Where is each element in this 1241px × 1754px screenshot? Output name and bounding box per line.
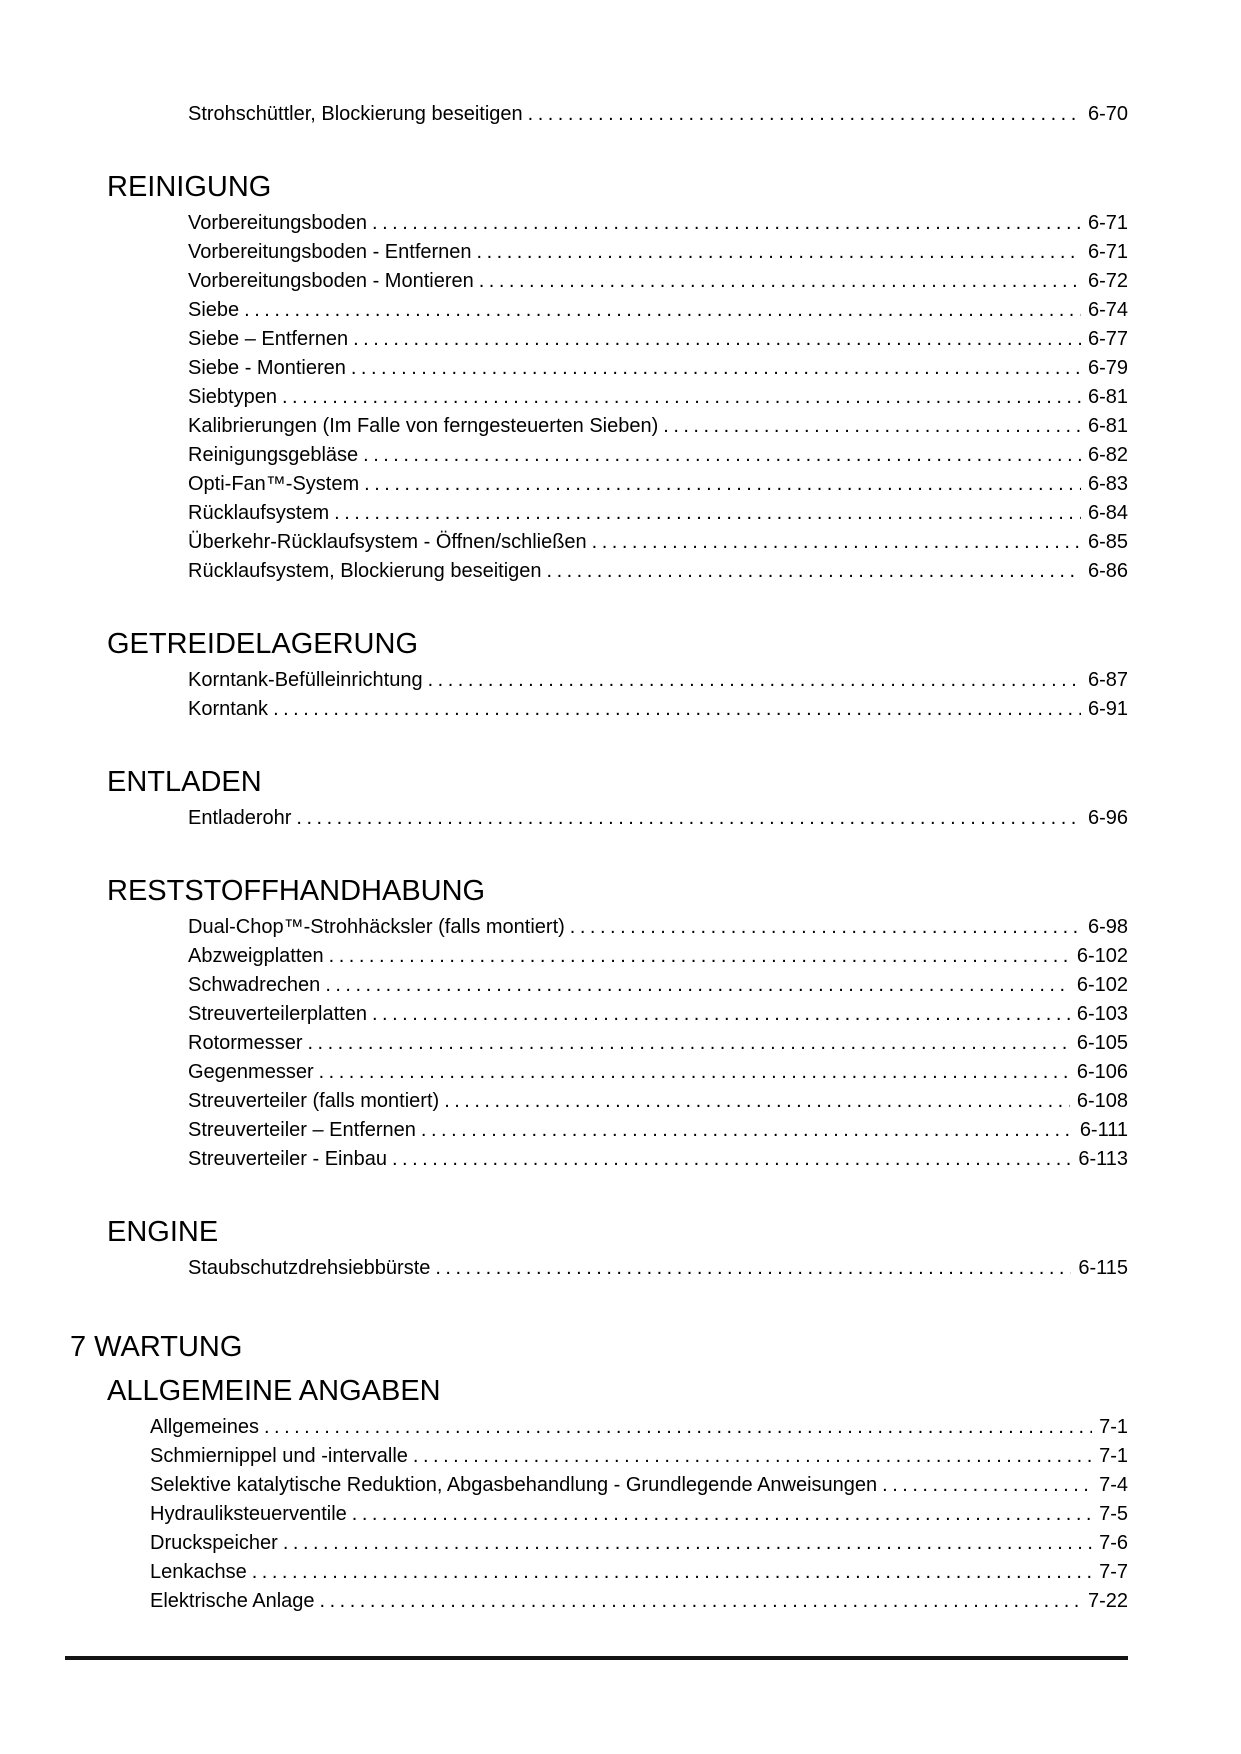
- dot-leader: [273, 695, 1081, 724]
- section-heading: ENTLADEN: [107, 766, 262, 798]
- dot-leader: [392, 1145, 1071, 1174]
- toc-entry-page: 7-7: [1099, 1561, 1128, 1583]
- toc-entry-label: Vorbereitungsboden - Montieren: [188, 270, 474, 292]
- toc-entry: [65, 1529, 1128, 1558]
- dot-leader: [421, 1116, 1073, 1145]
- chapter-heading: 7 WARTUNG: [70, 1331, 243, 1363]
- toc-entry-page: 6-115: [1078, 1257, 1128, 1279]
- toc-entry-label: Abzweigplatten: [188, 945, 324, 967]
- toc-entry-page: 7-1: [1099, 1416, 1128, 1438]
- toc-entry-label: Hydrauliksteuerventile: [150, 1503, 347, 1525]
- toc-entry-page: 6-102: [1076, 974, 1128, 996]
- toc-entry-label: Schmiernippel und -intervalle: [150, 1445, 408, 1467]
- toc-entry: [65, 1471, 1128, 1500]
- toc-entry-label: Staubschutzdrehsiebbürste: [188, 1257, 431, 1279]
- section-heading: REINIGUNG: [107, 171, 272, 203]
- section-heading: RESTSTOFFHANDHABUNG: [107, 875, 486, 907]
- toc-entry-label: Kalibrierungen (Im Falle von ferngesteuerten Sieben): [188, 415, 659, 437]
- toc-entry-label: Korntank: [188, 698, 269, 720]
- toc-entry: [65, 412, 1128, 441]
- toc-entry-page: 6-81: [1087, 386, 1128, 408]
- toc-entry-label: Siebtypen: [188, 386, 277, 408]
- section-heading: GETREIDELAGERUNG: [107, 628, 418, 660]
- toc-entry-page: 7-22: [1087, 1590, 1128, 1612]
- toc-entry-page: 6-91: [1087, 698, 1128, 720]
- toc-entry-label: Rücklaufsystem: [188, 502, 330, 524]
- dot-leader: [444, 1087, 1070, 1116]
- dot-leader: [428, 666, 1081, 695]
- toc-entry-page: 6-98: [1087, 916, 1128, 938]
- dot-leader: [413, 1442, 1092, 1471]
- toc-entry-label: Siebe: [188, 299, 240, 321]
- dot-leader: [283, 1529, 1092, 1558]
- toc-entry: [65, 1000, 1128, 1029]
- toc-entry-page: 6-87: [1087, 669, 1128, 691]
- dot-leader: [435, 1254, 1071, 1283]
- toc-entry-page: 7-4: [1099, 1474, 1128, 1496]
- toc-entry-label: Lenkachse: [150, 1561, 247, 1583]
- toc-entry-page: 6-82: [1087, 444, 1128, 466]
- toc-entry-label: Siebe - Montieren: [188, 357, 346, 379]
- toc-entry: [65, 1587, 1128, 1616]
- toc-entry: [65, 499, 1128, 528]
- dot-leader: [334, 499, 1081, 528]
- dot-leader: [372, 209, 1081, 238]
- toc-entry-label: Druckspeicher: [150, 1532, 278, 1554]
- dot-leader: [329, 942, 1070, 971]
- toc-entry-page: 6-113: [1078, 1148, 1128, 1170]
- toc-entry-page: 6-71: [1087, 212, 1128, 234]
- toc-entry: [65, 209, 1128, 238]
- toc-entry: [65, 238, 1128, 267]
- toc-entry-page: 6-85: [1087, 531, 1128, 553]
- toc-entry: [65, 913, 1128, 942]
- toc-entry: [65, 441, 1128, 470]
- toc-entry: [65, 1029, 1128, 1058]
- toc-entry-page: 6-108: [1076, 1090, 1128, 1112]
- toc-entry-label: Opti-Fan™-System: [188, 473, 360, 495]
- toc-entry-label: Entladerohr: [188, 807, 292, 829]
- toc-entry-page: 6-86: [1087, 560, 1128, 582]
- dot-leader: [372, 1000, 1070, 1029]
- toc-entry: [65, 1500, 1128, 1529]
- toc-entry-label: Dual-Chop™-Strohhäcksler (falls montiert): [188, 916, 565, 938]
- toc-entry: [65, 470, 1128, 499]
- dot-leader: [325, 971, 1070, 1000]
- dot-leader: [363, 441, 1081, 470]
- dot-leader: [319, 1058, 1070, 1087]
- toc-entry-label: Rücklaufsystem, Blockierung beseitigen: [188, 560, 542, 582]
- dot-leader: [528, 100, 1081, 129]
- toc-entry-page: 6-77: [1087, 328, 1128, 350]
- toc-entry-label: Selektive katalytische Reduktion, Abgasbehandlung - Grundlegende Anweisungen: [150, 1474, 878, 1496]
- toc-entry-label: Streuverteiler - Einbau: [188, 1148, 387, 1170]
- toc-entry-page: 6-103: [1076, 1003, 1128, 1025]
- toc-entry-page: 6-106: [1076, 1061, 1128, 1083]
- toc-entry: [65, 1058, 1128, 1087]
- dot-leader: [547, 557, 1081, 586]
- toc-entry-page: 6-72: [1087, 270, 1128, 292]
- toc-entry: [65, 1254, 1128, 1283]
- toc-entry: [65, 325, 1128, 354]
- toc-entry-label: Siebe – Entfernen: [188, 328, 349, 350]
- toc-entry-label: Strohschüttler, Blockierung beseitigen: [188, 103, 523, 125]
- dot-leader: [882, 1471, 1092, 1500]
- toc-entry-label: Streuverteilerplatten: [188, 1003, 367, 1025]
- table-of-contents: [65, 100, 1128, 1616]
- toc-entry: [65, 1116, 1128, 1145]
- toc-entry: [65, 1442, 1128, 1471]
- toc-entry: [65, 557, 1128, 586]
- toc-entry-label: Gegenmesser: [188, 1061, 314, 1083]
- dot-leader: [307, 1029, 1069, 1058]
- dot-leader: [479, 267, 1081, 296]
- toc-entry: [65, 296, 1128, 325]
- dot-leader: [252, 1558, 1092, 1587]
- dot-leader: [364, 470, 1081, 499]
- dot-leader: [282, 383, 1081, 412]
- dot-leader: [353, 325, 1081, 354]
- toc-entry-page: 6-71: [1087, 241, 1128, 263]
- toc-entry: [65, 1145, 1128, 1174]
- toc-entry-page: 6-105: [1076, 1032, 1128, 1054]
- toc-entry: [65, 354, 1128, 383]
- toc-entry-page: 6-70: [1087, 103, 1128, 125]
- toc-entry: [65, 695, 1128, 724]
- toc-entry: [65, 1558, 1128, 1587]
- toc-entry-label: Streuverteiler – Entfernen: [188, 1119, 416, 1141]
- dot-leader: [663, 412, 1081, 441]
- toc-entry-page: 6-96: [1087, 807, 1128, 829]
- dot-leader: [244, 296, 1081, 325]
- dot-leader: [592, 528, 1081, 557]
- toc-entry-label: Überkehr-Rücklaufsystem - Öffnen/schließen: [188, 531, 587, 553]
- toc-entry: [65, 1087, 1128, 1116]
- toc-entry: [65, 942, 1128, 971]
- toc-entry-label: Streuverteiler (falls montiert): [188, 1090, 440, 1112]
- toc-entry-page: 6-102: [1076, 945, 1128, 967]
- toc-entry-page: 6-83: [1087, 473, 1128, 495]
- toc-entry-page: 7-5: [1099, 1503, 1128, 1525]
- bottom-rule: [65, 1656, 1128, 1660]
- toc-entry-page: 6-79: [1087, 357, 1128, 379]
- section-heading: ALLGEMEINE ANGABEN: [107, 1375, 441, 1407]
- toc-entry: [65, 100, 1128, 129]
- toc-entry-page: 7-1: [1099, 1445, 1128, 1467]
- dot-leader: [351, 354, 1081, 383]
- dot-leader: [320, 1587, 1081, 1616]
- toc-entry-page: 6-81: [1087, 415, 1128, 437]
- toc-entry-label: Allgemeines: [150, 1416, 259, 1438]
- toc-entry-page: 6-111: [1079, 1119, 1128, 1141]
- toc-entry-page: 6-84: [1087, 502, 1128, 524]
- toc-entry: [65, 528, 1128, 557]
- toc-entry-label: Elektrische Anlage: [150, 1590, 315, 1612]
- dot-leader: [352, 1500, 1092, 1529]
- toc-entry-page: 6-74: [1087, 299, 1128, 321]
- toc-entry-label: Reinigungsgebläse: [188, 444, 359, 466]
- toc-entry-label: Rotormesser: [188, 1032, 303, 1054]
- toc-entry-page: 7-6: [1099, 1532, 1128, 1554]
- dot-leader: [570, 913, 1081, 942]
- toc-entry: [65, 804, 1128, 833]
- toc-entry: [65, 666, 1128, 695]
- toc-entry-label: Vorbereitungsboden - Entfernen: [188, 241, 472, 263]
- toc-entry-label: Schwadrechen: [188, 974, 321, 996]
- toc-entry: [65, 267, 1128, 296]
- toc-entry: [65, 1413, 1128, 1442]
- toc-entry-label: Vorbereitungsboden: [188, 212, 368, 234]
- toc-entry-label: Korntank-Befülleinrichtung: [188, 669, 423, 691]
- dot-leader: [296, 804, 1081, 833]
- dot-leader: [477, 238, 1081, 267]
- toc-entry: [65, 971, 1128, 1000]
- dot-leader: [264, 1413, 1092, 1442]
- section-heading: ENGINE: [107, 1216, 219, 1248]
- toc-entry: [65, 383, 1128, 412]
